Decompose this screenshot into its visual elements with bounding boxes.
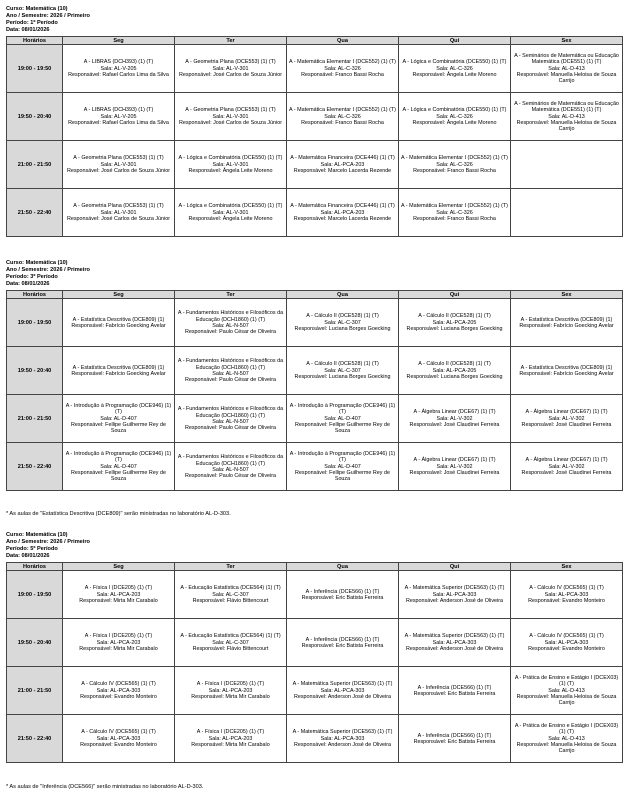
class-cell-line: Sala: AL-D-413 bbox=[548, 113, 585, 120]
class-cell-line: A - Educação Estatística (DCE564) (1) (T) bbox=[180, 633, 281, 640]
table-row bbox=[7, 395, 623, 443]
class-cell-line: Responsável: Evandro Monteiro bbox=[528, 646, 605, 653]
class-cell-line: Responsável: Luciana Borges Goecking bbox=[294, 326, 391, 333]
class-cell-line: Sala: AL-C-326 bbox=[436, 161, 473, 168]
class-cell-line: Sala: AL-D-407 bbox=[100, 463, 137, 470]
class-cell-line: Sala: AL-C-326 bbox=[436, 65, 473, 72]
class-cell bbox=[399, 443, 511, 491]
class-cell-line: Sala: AL-PCA-203 bbox=[96, 639, 141, 646]
class-cell-line: Responsável: Ângela Leite Moreno bbox=[412, 120, 497, 127]
class-cell-line: Sala: AL-D-407 bbox=[100, 415, 137, 422]
class-cell bbox=[175, 619, 287, 667]
class-cell-line: Responsável: Luciana Borges Goecking bbox=[406, 374, 503, 381]
class-cell-line: Sala: AL-V-301 bbox=[100, 161, 137, 168]
class-cell-line: Responsável: Luciana Borges Goecking bbox=[294, 374, 391, 381]
table-row bbox=[7, 93, 623, 141]
class-cell bbox=[511, 141, 623, 189]
semester-label: Ano / Semestre: 2026 / Primeiro bbox=[6, 539, 90, 546]
class-cell-line: A - Física I (DCE205) (1) (T) bbox=[196, 729, 265, 736]
class-cell-line: A - Cálculo II (DCE528) (1) (T) bbox=[306, 313, 379, 320]
class-cell-line: Responsável: Evandro Monteiro bbox=[80, 694, 157, 701]
class-cell-line: A - Matemática Elementar I (DCE552) (1) (T) bbox=[289, 59, 396, 66]
class-cell bbox=[511, 395, 623, 443]
class-cell bbox=[63, 93, 175, 141]
header-day: Seg bbox=[63, 563, 175, 571]
class-cell bbox=[175, 299, 287, 347]
period-label: Período: 1º Período bbox=[6, 20, 58, 27]
class-cell-line: Sala: AL-PCA-203 bbox=[208, 735, 253, 742]
class-cell-line: Sala: AL-V-301 bbox=[212, 113, 249, 120]
class-cell-line: Responsável: Anderson José de Oliveira bbox=[293, 742, 392, 749]
class-cell-line: Responsável: Fellipe Guilherme Rey de Souza bbox=[71, 422, 166, 435]
class-cell-line: A - Lógica e Combinatória (DCE550) (1) (T) bbox=[178, 203, 283, 210]
class-cell-line: Sala: AL-D-413 bbox=[548, 735, 585, 742]
class-cell-line: Sala: AL-C-307 bbox=[324, 367, 361, 374]
class-cell-line: A - Inferência (DCE566) (1) (T) bbox=[417, 684, 492, 691]
class-cell-line: Sala: AL-D-413 bbox=[548, 65, 585, 72]
class-cell-line: A - Matemática Superior (DCE563) (1) (T) bbox=[292, 729, 393, 736]
class-cell-line: Responsável: Eric Batista Ferreira bbox=[413, 738, 496, 745]
class-cell-line: Responsável: Paulo César de Oliveira bbox=[184, 377, 277, 384]
header-horarios: Horários bbox=[7, 37, 63, 45]
header-day: Ter bbox=[175, 37, 287, 45]
class-cell-line: Sala: AL-V-205 bbox=[100, 65, 137, 72]
class-cell bbox=[399, 141, 511, 189]
class-cell bbox=[511, 189, 623, 237]
time-slot: 21:50 - 22:40 bbox=[7, 715, 63, 763]
class-cell-line: A - Introdução à Programação (DCE946) (1) (T) bbox=[65, 451, 172, 464]
class-cell-line: Sala: AL-C-326 bbox=[436, 113, 473, 120]
class-cell-line: Responsável: Fellipe Guilherme Rey de Souza bbox=[295, 422, 390, 435]
class-cell-line: Sala: AL-D-407 bbox=[324, 463, 361, 470]
course-label: Curso: Matemática (10) bbox=[6, 532, 68, 538]
class-cell bbox=[63, 141, 175, 189]
class-cell-line: Sala: AL-V-301 bbox=[212, 161, 249, 168]
schedule-table bbox=[6, 36, 623, 237]
class-cell bbox=[63, 299, 175, 347]
class-cell bbox=[175, 667, 287, 715]
class-cell bbox=[511, 45, 623, 93]
semester-label: Ano / Semestre: 2026 / Primeiro bbox=[6, 267, 90, 274]
header-day: Sex bbox=[511, 563, 623, 571]
class-cell-line: Responsável: Franco Bassi Rocha bbox=[301, 120, 384, 127]
class-cell bbox=[175, 141, 287, 189]
time-slot: 19:00 - 19:50 bbox=[7, 45, 63, 93]
class-cell-line: Sala: AL-PCA-203 bbox=[320, 161, 365, 168]
class-cell bbox=[63, 347, 175, 395]
class-cell bbox=[175, 45, 287, 93]
header-day: Qua bbox=[287, 291, 399, 299]
table-row bbox=[7, 443, 623, 491]
class-cell-line: Responsável: Paulo César de Oliveira bbox=[184, 329, 277, 336]
header-day: Qui bbox=[399, 37, 511, 45]
class-cell-line: A - Álgebra Linear (DCE67) (1) (T) bbox=[413, 457, 496, 464]
class-cell-line: Sala: AL-C-307 bbox=[212, 639, 249, 646]
class-cell bbox=[287, 347, 399, 395]
class-cell-line: A - Introdução à Programação (DCE946) (1) (T) bbox=[289, 451, 396, 464]
date-label: Data: 08/01/2026 bbox=[6, 281, 50, 288]
class-cell bbox=[511, 299, 623, 347]
class-cell-line: A - Seminários de Matemática ou Educação Matemática (DCE551) (1) (T) bbox=[514, 101, 619, 114]
class-cell-line: Responsável: José Claudinei Ferreira bbox=[521, 422, 612, 429]
class-cell-line: Sala: AL-C-307 bbox=[212, 591, 249, 598]
class-cell bbox=[287, 443, 399, 491]
class-cell-line: Sala: AL-D-407 bbox=[324, 415, 361, 422]
class-cell-line: Responsável: José Claudinei Ferreira bbox=[521, 470, 612, 477]
class-cell bbox=[511, 715, 623, 763]
class-cell-line: Responsável: Ângela Leite Moreno bbox=[188, 216, 273, 223]
class-cell-line: Responsável: José Carlos de Souza Júnior bbox=[178, 120, 283, 127]
class-cell-line: Sala: AL-C-326 bbox=[324, 65, 361, 72]
period-block-5 bbox=[6, 532, 622, 763]
table-row bbox=[7, 189, 623, 237]
class-cell-line: Responsável: José Carlos de Souza Júnior bbox=[66, 216, 171, 223]
header-day: Qua bbox=[287, 563, 399, 571]
class-cell bbox=[287, 141, 399, 189]
class-cell-line: Sala: AL-C-326 bbox=[436, 209, 473, 216]
header-day: Qui bbox=[399, 563, 511, 571]
class-cell-line: A - Inferência (DCE566) (1) (T) bbox=[305, 588, 380, 595]
class-cell-line: Sala: AL-V-205 bbox=[100, 113, 137, 120]
class-cell-line: Sala: AL-PCA-205 bbox=[432, 367, 477, 374]
class-cell-line: A - Introdução à Programação (DCE946) (1) (T) bbox=[289, 403, 396, 416]
class-cell bbox=[175, 395, 287, 443]
class-cell bbox=[175, 347, 287, 395]
class-cell bbox=[63, 45, 175, 93]
class-cell-line: Sala: AL-V-301 bbox=[212, 209, 249, 216]
period-block-3 bbox=[6, 260, 622, 491]
class-cell-line: A - LIBRAS (DCH393) (1) (T) bbox=[83, 59, 154, 66]
header-day: Ter bbox=[175, 563, 287, 571]
class-cell-line: Responsável: Marcelo Lacerda Rezende bbox=[293, 168, 392, 175]
class-cell-line: A - Fundamentos Históricos e Filosóficos da Educação (DCH1860) (1) (T) bbox=[177, 310, 284, 323]
class-cell bbox=[399, 619, 511, 667]
class-cell-line: Responsável: Franco Bassi Rocha bbox=[413, 216, 496, 223]
class-cell-line: Responsável: Franco Bassi Rocha bbox=[301, 72, 384, 79]
time-slot: 21:00 - 21:50 bbox=[7, 395, 63, 443]
class-cell bbox=[511, 443, 623, 491]
class-cell-line: A - Cálculo IV (DCE565) (1) (T) bbox=[81, 681, 156, 688]
class-cell bbox=[511, 93, 623, 141]
class-cell-line: Responsável: Fabrício Goecking Avelar bbox=[519, 322, 614, 329]
time-slot: 19:50 - 20:40 bbox=[7, 347, 63, 395]
semester-label: Ano / Semestre: 2026 / Primeiro bbox=[6, 13, 90, 20]
class-cell-line: Sala: AL-V-302 bbox=[436, 463, 473, 470]
footnote: * As aulas de "Inferência (DCE566)" serão ministradas no laboratório AL-D-303. bbox=[6, 784, 204, 790]
class-cell-line: Sala: AL-N-507 bbox=[212, 466, 249, 473]
class-cell bbox=[287, 619, 399, 667]
course-label: Curso: Matemática (10) bbox=[6, 6, 68, 12]
time-slot: 19:00 - 19:50 bbox=[7, 299, 63, 347]
table-row bbox=[7, 571, 623, 619]
class-cell bbox=[175, 715, 287, 763]
date-label: Data: 08/01/2026 bbox=[6, 553, 50, 560]
time-slot: 21:00 - 21:50 bbox=[7, 141, 63, 189]
class-cell bbox=[287, 571, 399, 619]
header-horarios: Horários bbox=[7, 563, 63, 571]
class-cell-line: Responsável: Manuella Heloisa de Souza Carrijo bbox=[516, 72, 617, 85]
footnote: * As aulas de "Estatística Descritiva (DCE809)" serão ministradas no laboratório AL-D-303. bbox=[6, 511, 231, 517]
header-day: Qui bbox=[399, 291, 511, 299]
class-cell bbox=[399, 45, 511, 93]
class-cell-line: Responsável: Fabrício Goecking Avelar bbox=[519, 370, 614, 377]
period-block-1 bbox=[6, 6, 622, 237]
class-cell-line: Sala: AL-N-507 bbox=[212, 370, 249, 377]
header-day: Qua bbox=[287, 37, 399, 45]
class-cell-line: Responsável: Ângela Leite Moreno bbox=[412, 72, 497, 79]
class-cell-line: A - Cálculo IV (DCE565) (1) (T) bbox=[529, 633, 604, 640]
class-cell-line: Sala: AL-V-301 bbox=[212, 65, 249, 72]
class-cell-line: A - Fundamentos Históricos e Filosóficos da Educação (DCH1860) (1) (T) bbox=[177, 406, 284, 419]
class-cell-line: Responsável: Ângela Leite Moreno bbox=[188, 168, 273, 175]
class-cell-line: A - Geometria Plana (DCE553) (1) (T) bbox=[73, 203, 164, 210]
class-cell bbox=[287, 667, 399, 715]
class-cell-line: A - Fundamentos Históricos e Filosóficos da Educação (DCH1860) (1) (T) bbox=[177, 358, 284, 371]
time-slot: 19:00 - 19:50 bbox=[7, 571, 63, 619]
class-cell-line: Sala: AL-PCA-303 bbox=[544, 639, 589, 646]
table-row bbox=[7, 619, 623, 667]
class-cell-line: Responsável: Rafael Carlos Lima da Silva bbox=[68, 72, 169, 79]
class-cell bbox=[175, 93, 287, 141]
time-slot: 21:50 - 22:40 bbox=[7, 443, 63, 491]
class-cell bbox=[511, 619, 623, 667]
time-slot: 21:00 - 21:50 bbox=[7, 667, 63, 715]
class-cell-line: Responsável: Luciana Borges Goecking bbox=[406, 326, 503, 333]
period-label: Período: 5º Período bbox=[6, 546, 58, 553]
class-cell bbox=[63, 715, 175, 763]
class-cell-line: A - Cálculo IV (DCE565) (1) (T) bbox=[81, 729, 156, 736]
class-cell-line: Responsável: Mirta Mir Carabalo bbox=[191, 694, 270, 701]
header-day: Seg bbox=[63, 37, 175, 45]
class-cell-line: A - Seminários de Matemática ou Educação Matemática (DCE551) (1) (T) bbox=[514, 53, 619, 66]
class-cell-line: Responsável: Fabrício Goecking Avelar bbox=[71, 370, 166, 377]
table-row bbox=[7, 45, 623, 93]
header-day: Sex bbox=[511, 291, 623, 299]
table-row bbox=[7, 141, 623, 189]
class-cell-line: Sala: AL-PCA-205 bbox=[432, 319, 477, 326]
class-cell bbox=[287, 45, 399, 93]
class-cell-line: Responsável: Fabrício Goecking Avelar bbox=[71, 322, 166, 329]
class-cell-line: Responsável: José Claudinei Ferreira bbox=[409, 422, 500, 429]
class-cell-line: Responsável: José Carlos de Souza Júnior bbox=[178, 72, 283, 79]
class-cell bbox=[63, 571, 175, 619]
class-cell bbox=[175, 571, 287, 619]
class-cell bbox=[287, 189, 399, 237]
class-cell-line: Sala: AL-C-326 bbox=[324, 113, 361, 120]
class-cell bbox=[399, 299, 511, 347]
class-cell-line: Responsável: Anderson José de Oliveira bbox=[293, 694, 392, 701]
class-cell-line: Sala: AL-PCA-203 bbox=[96, 591, 141, 598]
class-cell bbox=[287, 299, 399, 347]
class-cell bbox=[399, 93, 511, 141]
class-cell-line: A - Geometria Plana (DCE553) (1) (T) bbox=[185, 107, 276, 114]
class-cell-line: Sala: AL-PCA-303 bbox=[432, 591, 477, 598]
header-day: Seg bbox=[63, 291, 175, 299]
table-row bbox=[7, 299, 623, 347]
class-cell bbox=[399, 667, 511, 715]
class-cell-line: Responsável: Eric Batista Ferreira bbox=[301, 594, 384, 601]
period-label: Período: 3º Período bbox=[6, 274, 58, 281]
class-cell-line: Responsável: Eric Batista Ferreira bbox=[413, 690, 496, 697]
class-cell-line: Responsável: Marcelo Lacerda Rezende bbox=[293, 216, 392, 223]
header-day: Ter bbox=[175, 291, 287, 299]
class-cell-line: Sala: AL-V-302 bbox=[548, 415, 585, 422]
class-cell-line: A - Cálculo II (DCE528) (1) (T) bbox=[418, 361, 491, 368]
class-cell-line: A - Introdução à Programação (DCE946) (1) (T) bbox=[65, 403, 172, 416]
class-cell bbox=[63, 395, 175, 443]
class-cell-line: Sala: AL-PCA-303 bbox=[544, 591, 589, 598]
class-cell-line: A - Estatística Descritiva (DCE809) (1) bbox=[520, 364, 613, 371]
class-cell-line: Sala: AL-V-302 bbox=[436, 415, 473, 422]
table-row bbox=[7, 347, 623, 395]
class-cell-line: A - LIBRAS (DCH393) (1) (T) bbox=[83, 107, 154, 114]
class-cell-line: Responsável: Evandro Monteiro bbox=[528, 598, 605, 605]
class-cell-line: Responsável: Fellipe Guilherme Rey de Souza bbox=[71, 470, 166, 483]
class-cell-line: Responsável: Manuella Heloisa de Souza Carrijo bbox=[516, 694, 617, 707]
class-cell bbox=[63, 619, 175, 667]
class-cell-line: A - Cálculo II (DCE528) (1) (T) bbox=[418, 313, 491, 320]
class-cell-line: Sala: AL-V-301 bbox=[100, 209, 137, 216]
class-cell-line: A - Matemática Superior (DCE563) (1) (T) bbox=[404, 633, 505, 640]
class-cell-line: Responsável: Mirta Mir Carabalo bbox=[79, 598, 158, 605]
class-cell-line: Sala: AL-PCA-203 bbox=[320, 209, 365, 216]
table-row bbox=[7, 715, 623, 763]
header-horarios: Horários bbox=[7, 291, 63, 299]
class-cell-line: Responsável: Anderson José de Oliveira bbox=[405, 646, 504, 653]
class-cell-line: Responsável: Evandro Monteiro bbox=[80, 742, 157, 749]
class-cell-line: A - Física I (DCE205) (1) (T) bbox=[84, 633, 153, 640]
class-cell-line: Responsável: Paulo César de Oliveira bbox=[184, 425, 277, 432]
class-cell-line: A - Lógica e Combinatória (DCE550) (1) (T) bbox=[402, 59, 507, 66]
class-cell-line: A - Matemática Superior (DCE563) (1) (T) bbox=[404, 585, 505, 592]
class-cell bbox=[175, 189, 287, 237]
class-cell-line: Sala: AL-N-507 bbox=[212, 418, 249, 425]
class-cell-line: A - Estatística Descritiva (DCE809) (1) bbox=[72, 364, 165, 371]
class-cell-line: Sala: AL-PCA-303 bbox=[320, 735, 365, 742]
class-cell-line: A - Educação Estatística (DCE564) (1) (T) bbox=[180, 585, 281, 592]
class-cell bbox=[63, 189, 175, 237]
header-day: Sex bbox=[511, 37, 623, 45]
class-cell-line: Responsável: José Carlos de Souza Júnior bbox=[66, 168, 171, 175]
class-cell-line: A - Álgebra Linear (DCE67) (1) (T) bbox=[413, 409, 496, 416]
class-cell-line: Sala: AL-V-302 bbox=[548, 463, 585, 470]
class-cell-line: A - Matemática Elementar I (DCE552) (1) (T) bbox=[401, 155, 508, 162]
table-row bbox=[7, 667, 623, 715]
class-cell-line: Sala: AL-C-307 bbox=[324, 319, 361, 326]
class-cell-line: A - Geometria Plana (DCE553) (1) (T) bbox=[185, 59, 276, 66]
class-cell-line: A - Matemática Elementar I (DCE552) (1) (T) bbox=[401, 203, 508, 210]
class-cell bbox=[399, 189, 511, 237]
class-cell-line: A - Fundamentos Históricos e Filosóficos da Educação (DCH1860) (1) (T) bbox=[177, 454, 284, 467]
class-cell bbox=[399, 715, 511, 763]
class-cell-line: A - Geometria Plana (DCE553) (1) (T) bbox=[73, 155, 164, 162]
class-cell bbox=[399, 347, 511, 395]
class-cell-line: Responsável: Fellipe Guilherme Rey de Souza bbox=[295, 470, 390, 483]
class-cell-line: Responsável: Flávio Bittencourt bbox=[192, 646, 269, 653]
class-cell-line: A - Estatística Descritiva (DCE809) (1) bbox=[72, 316, 165, 323]
class-cell-line: Sala: AL-PCA-303 bbox=[96, 687, 141, 694]
class-cell-line: Responsável: Anderson José de Oliveira bbox=[405, 598, 504, 605]
class-cell-line: Responsável: Eric Batista Ferreira bbox=[301, 642, 384, 649]
schedule-table bbox=[6, 290, 623, 491]
class-cell-line: Sala: AL-PCA-303 bbox=[320, 687, 365, 694]
class-cell-line: A - Matemática Elementar I (DCE552) (1) (T) bbox=[289, 107, 396, 114]
class-cell-line: A - Cálculo II (DCE528) (1) (T) bbox=[306, 361, 379, 368]
class-cell-line: Sala: AL-PCA-203 bbox=[208, 687, 253, 694]
class-cell bbox=[511, 667, 623, 715]
class-cell bbox=[399, 395, 511, 443]
class-cell-line: A - Estatística Descritiva (DCE809) (1) bbox=[520, 316, 613, 323]
class-cell-line: Responsável: Mirta Mir Carabalo bbox=[79, 646, 158, 653]
class-cell-line: A - Lógica e Combinatória (DCE550) (1) (T) bbox=[178, 155, 283, 162]
class-cell bbox=[511, 571, 623, 619]
class-cell-line: Responsável: Franco Bassi Rocha bbox=[413, 168, 496, 175]
class-cell-line: Sala: AL-PCA-303 bbox=[96, 735, 141, 742]
class-cell-line: A - Matemática Financeira (DCE446) (1) (T) bbox=[290, 203, 395, 210]
class-cell-line: A - Prática de Ensino e Estágio I (DCEX03) (1) (T) bbox=[514, 675, 619, 688]
class-cell bbox=[175, 443, 287, 491]
class-cell-line: A - Prática de Ensino e Estágio I (DCEX03) (1) (T) bbox=[514, 723, 619, 736]
class-cell-line: A - Matemática Superior (DCE563) (1) (T) bbox=[292, 681, 393, 688]
class-cell-line: Sala: AL-N-507 bbox=[212, 322, 249, 329]
class-cell-line: Responsável: Mirta Mir Carabalo bbox=[191, 742, 270, 749]
class-cell-line: A - Álgebra Linear (DCE67) (1) (T) bbox=[525, 409, 608, 416]
class-cell-line: Responsável: Manuella Heloisa de Souza Carrijo bbox=[516, 120, 617, 133]
time-slot: 21:50 - 22:40 bbox=[7, 189, 63, 237]
course-label: Curso: Matemática (10) bbox=[6, 260, 68, 266]
class-cell bbox=[63, 667, 175, 715]
class-cell-line: A - Cálculo IV (DCE565) (1) (T) bbox=[529, 585, 604, 592]
time-slot: 19:50 - 20:40 bbox=[7, 619, 63, 667]
date-label: Data: 08/01/2026 bbox=[6, 27, 50, 34]
schedule-table bbox=[6, 562, 623, 763]
time-slot: 19:50 - 20:40 bbox=[7, 93, 63, 141]
class-cell bbox=[287, 715, 399, 763]
class-cell-line: A - Inferência (DCE566) (1) (T) bbox=[417, 732, 492, 739]
class-cell bbox=[511, 347, 623, 395]
class-cell-line: Sala: AL-D-413 bbox=[548, 687, 585, 694]
class-cell-line: Responsável: José Claudinei Ferreira bbox=[409, 470, 500, 477]
class-cell bbox=[287, 395, 399, 443]
class-cell-line: A - Álgebra Linear (DCE67) (1) (T) bbox=[525, 457, 608, 464]
class-cell bbox=[399, 571, 511, 619]
class-cell-line: Responsável: Rafael Carlos Lima da Silva bbox=[68, 120, 169, 127]
class-cell-line: Responsável: Flávio Bittencourt bbox=[192, 598, 269, 605]
class-cell bbox=[287, 93, 399, 141]
class-cell-line: Sala: AL-PCA-303 bbox=[432, 639, 477, 646]
class-cell-line: A - Inferência (DCE566) (1) (T) bbox=[305, 636, 380, 643]
class-cell-line: A - Física I (DCE205) (1) (T) bbox=[196, 681, 265, 688]
class-cell-line: Responsável: Paulo César de Oliveira bbox=[184, 473, 277, 480]
class-cell-line: Responsável: Manuella Heloisa de Souza Carrijo bbox=[516, 742, 617, 755]
class-cell-line: A - Lógica e Combinatória (DCE550) (1) (T) bbox=[402, 107, 507, 114]
class-cell-line: A - Matemática Financeira (DCE446) (1) (T) bbox=[290, 155, 395, 162]
class-cell bbox=[63, 443, 175, 491]
class-cell-line: A - Física I (DCE205) (1) (T) bbox=[84, 585, 153, 592]
